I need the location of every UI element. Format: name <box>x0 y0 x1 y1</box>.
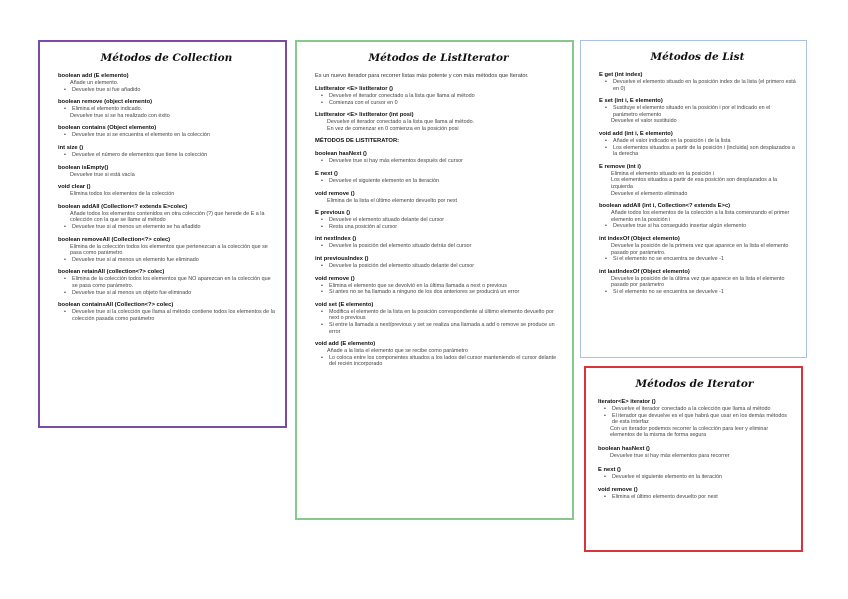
list-methods-card <box>580 40 807 358</box>
method-signature: boolean remove (object elemento) <box>58 99 153 106</box>
method-description-bullet: • Devuelve el elemento situado en la posición index de la lista (el primero está en 0) <box>605 79 796 92</box>
method-description: Devuelve el valor sustituido <box>611 118 677 125</box>
method-description-bullet: • Devuelve el iterador conectado a la colección que llama al método <box>604 406 791 413</box>
list-card-title: Métodos de List <box>650 51 745 63</box>
method-description-bullet: • Si entre la llamada a next/previous y set se realiza una llamada a add o remove se produce un error <box>321 322 562 335</box>
method-signature: E remove (int i) <box>599 163 641 170</box>
method-description: Elimina de la colección todos los elementos que pertenezcan a la colección que se pasa como parámetro <box>70 243 268 257</box>
method-signature: void remove () <box>315 190 355 197</box>
method-entry <box>315 276 562 296</box>
method-description-bullet: • Devuelve true si al menos un elemento fue eliminado <box>64 257 275 264</box>
method-signature: boolean hasNext () <box>315 151 367 158</box>
method-entry <box>315 302 562 335</box>
method-signature: boolean retainAll (collection<?> colec) <box>58 269 165 276</box>
method-signature: Iterator<E> iterator () <box>598 399 656 405</box>
method-entry <box>58 269 275 296</box>
method-description: Devuelve el elemento eliminado <box>611 190 688 197</box>
method-entry <box>58 204 275 231</box>
iterator-card-title: Métodos de Iterator <box>635 378 754 390</box>
method-signature: boolean add (E elemento) <box>58 73 129 79</box>
method-signature: boolean contains (Object elemento) <box>58 125 157 132</box>
method-entry <box>315 256 562 270</box>
method-entry <box>599 72 796 92</box>
method-description: En vez de comenzar en 0 comienza en la posición posi <box>327 125 459 132</box>
method-description-bullet: • Sustituye el elemento situado en la posición i por el indicado en el parámetro elemento <box>605 105 796 118</box>
method-description: Elimina todos los elementos de la colección <box>70 191 175 198</box>
method-description-bullet: • Devuelve el número de elementos que tiene la colección <box>64 152 275 159</box>
method-description-bullet: • Devuelve el siguiente elemento en la iteración <box>604 474 791 481</box>
method-signature: E next () <box>315 170 338 177</box>
method-description-bullet: • Lo coloca entre los componentes situados a los lados del cursor manteniendo el cursor delante del recién incorporado <box>321 355 562 368</box>
method-signature: void remove () <box>315 275 355 282</box>
method-description-bullet: • El iterador que devuelve es el que habrá que usar en los demás métodos de esta interfaz <box>604 413 791 426</box>
method-entry <box>58 73 275 93</box>
method-entry <box>598 446 791 460</box>
method-signature: void add (E elemento) <box>315 341 376 348</box>
method-description-bullet: • Devuelve true si se encuentra el elemento en la colección <box>64 132 275 139</box>
method-description: Añade todos los elementos contenidos en otra colección (?) que herede de E a la colección con la que se llame al método <box>70 210 265 224</box>
method-description-bullet: • Los elementos situados a partir de la posición i (incluida) son desplazados a la derecha <box>605 145 796 158</box>
method-description: Devuelve true si está vacía <box>70 171 135 178</box>
collection-card-body <box>58 73 275 322</box>
collection-methods-card <box>38 40 287 428</box>
method-description: Añade a la lista el elemento que se recibe como parámetro <box>327 348 468 355</box>
method-description-bullet: • Devuelve el iterador conectado a la lista que llama al método <box>321 93 562 100</box>
method-signature: int lastIndexOf (Object elemento) <box>599 268 690 275</box>
method-signature: ListIterator <E> listIterator (int posi) <box>315 112 414 119</box>
method-description-bullet: • Si antes no se ha llamado a ninguno de los dos anteriores se producirá un error <box>321 289 562 296</box>
method-signature: boolean containsAll (Collection<?> colec) <box>58 302 174 309</box>
method-entry <box>315 86 562 106</box>
collection-card-title: Métodos de Collection <box>100 52 233 64</box>
method-signature: int nextIndex () <box>315 236 357 243</box>
method-description-bullet: • Devuelve true si la colección que llama al método contiene todos los elementos de la colección pasada como parámetro <box>64 309 275 322</box>
method-description-bullet: • Elimina el último elemento devuelto por next <box>604 494 791 501</box>
method-signature: ListIterator <E> listIterator () <box>315 86 393 92</box>
method-description-bullet: • Devuelve el siguiente elemento en la iteración <box>321 178 562 185</box>
method-signature: int previousIndex () <box>315 255 369 262</box>
method-signature: void clear () <box>58 184 91 191</box>
method-description-bullet: • Devuelve true si al menos un elemento se ha añadido <box>64 224 275 231</box>
method-entry <box>58 99 275 119</box>
method-entry <box>598 399 791 439</box>
method-entry <box>58 184 275 198</box>
method-entry <box>315 341 562 368</box>
method-description: Devuelve true si se ha realizado con éxito <box>70 112 170 119</box>
method-description: Devuelve la posición de la última vez que aparece en la lista el elemento pasado por parámetro <box>611 275 785 289</box>
method-description-bullet: • Elimina el elemento indicado. <box>64 106 275 113</box>
method-description-bullet: • Añade el valor indicado en la posición i de la lista <box>605 138 796 145</box>
method-description-bullet: • Elimina el elemento que se devolvió en la última llamada a next o previous <box>321 283 562 290</box>
listiterator-card-body <box>315 86 562 368</box>
method-signature: int indexOf (Object elemento) <box>599 235 680 242</box>
method-description-bullet: • Modifica el elemento de la lista en la posición correspondiente al último elemento devuelto por next o previous <box>321 309 562 322</box>
method-description-bullet: • Devuelve true si al menos un objeto fue eliminado <box>64 290 275 297</box>
method-description: Con un iterador podemos recorrer la colección para leer y eliminar elementos de la misma de forma segura <box>610 425 769 439</box>
method-signature: E set (int i, E elemento) <box>599 98 663 105</box>
method-signature: boolean hasNext () <box>598 445 650 452</box>
method-entry <box>599 131 796 158</box>
method-description-bullet: • Devuelve true si ha conseguido insertar algún elemento <box>605 223 796 230</box>
method-entry <box>315 151 562 165</box>
method-entry <box>599 269 796 296</box>
method-entry <box>598 487 791 501</box>
method-description: Los elementos situados a partir de esa posición son desplazados a la izquierda <box>611 177 778 190</box>
method-description-bullet: • Si el elemento no se encuentra se devuelve -1 <box>605 289 796 296</box>
method-entry <box>599 164 796 197</box>
method-entry <box>315 138 562 145</box>
method-signature: MÉTODOS DE LISTITERATOR: <box>315 138 400 145</box>
method-entry <box>58 302 275 322</box>
method-description-bullet: • Devuelve la posición del elemento situado detrás del cursor <box>321 243 562 250</box>
method-entry <box>315 112 562 132</box>
method-description: Añade todos los elementos de la colección a la lista comenzando el primer elemento en la posición i <box>611 210 790 223</box>
method-entry <box>58 145 275 159</box>
listiterator-methods-card <box>295 40 574 520</box>
method-signature: E next () <box>598 466 621 473</box>
method-description: Devuelve true si hay más elementos para recorrer <box>610 452 730 459</box>
method-entry <box>599 98 796 125</box>
method-entry <box>315 236 562 250</box>
method-signature: void set (E elemento) <box>315 301 374 308</box>
method-entry <box>58 165 275 179</box>
method-entry <box>58 237 275 264</box>
iterator-methods-card <box>584 366 803 552</box>
method-signature: E get (int index) <box>599 72 643 78</box>
method-description-bullet: • Devuelve true si fue añadido <box>64 87 275 94</box>
method-entry <box>315 210 562 230</box>
method-signature: E previous () <box>315 210 351 217</box>
listiterator-intro: Es un nuevo iterador para recorrer listas más potente y con más métodos que Iterator. <box>315 73 529 79</box>
method-entry <box>599 236 796 263</box>
method-description: Devuelve el iterador conectado a la lista que llama al método. <box>327 119 475 126</box>
method-description-bullet: • Resta una posición al cursor <box>321 224 562 231</box>
method-description-bullet: • Elimina de la colección todos los elementos que NO aparezcan en la colección que se pasa como parámetro. <box>64 276 275 289</box>
method-signature: int size () <box>58 144 84 151</box>
method-description: Elimina de la lista el último elemento devuelto por next <box>327 197 458 204</box>
method-description: Devuelve la posición de la primera vez que aparece en la lista el elemento pasado por parámetro. <box>611 242 789 256</box>
method-description-bullet: • Devuelve true si hay más elementos después del cursor <box>321 158 562 165</box>
method-entry <box>599 203 796 230</box>
method-entry <box>315 191 562 205</box>
method-signature: void remove () <box>598 487 638 494</box>
method-signature: boolean addAll (int i, Collection<? extends E>c) <box>599 203 731 210</box>
method-signature: boolean isEmpty() <box>58 164 109 171</box>
method-description-bullet: • Comienza con el cursor en 0 <box>321 100 562 107</box>
list-card-body <box>599 72 796 295</box>
method-signature: void add (int i, E elemento) <box>599 130 673 137</box>
listiterator-card-title: Métodos de ListIterator <box>368 52 509 64</box>
method-description: Elimina el elemento situado en la posición i <box>611 170 715 177</box>
method-entry <box>598 467 791 481</box>
method-entry <box>315 171 562 185</box>
method-description-bullet: • Devuelve la posición del elemento situado delante del cursor <box>321 263 562 270</box>
method-signature: boolean addAll (Collection<? extends E>colec) <box>58 203 188 210</box>
method-description-bullet: • Devuelve el elemento situado delante del cursor <box>321 217 562 224</box>
method-entry <box>58 125 275 139</box>
method-signature: boolean removeAll (Collection<?> colec) <box>58 236 171 243</box>
iterator-card-body <box>598 399 791 501</box>
method-description: Añade un elemento. <box>70 80 119 86</box>
method-description-bullet: • Si el elemento no se encuentra se devuelve -1 <box>605 256 796 263</box>
